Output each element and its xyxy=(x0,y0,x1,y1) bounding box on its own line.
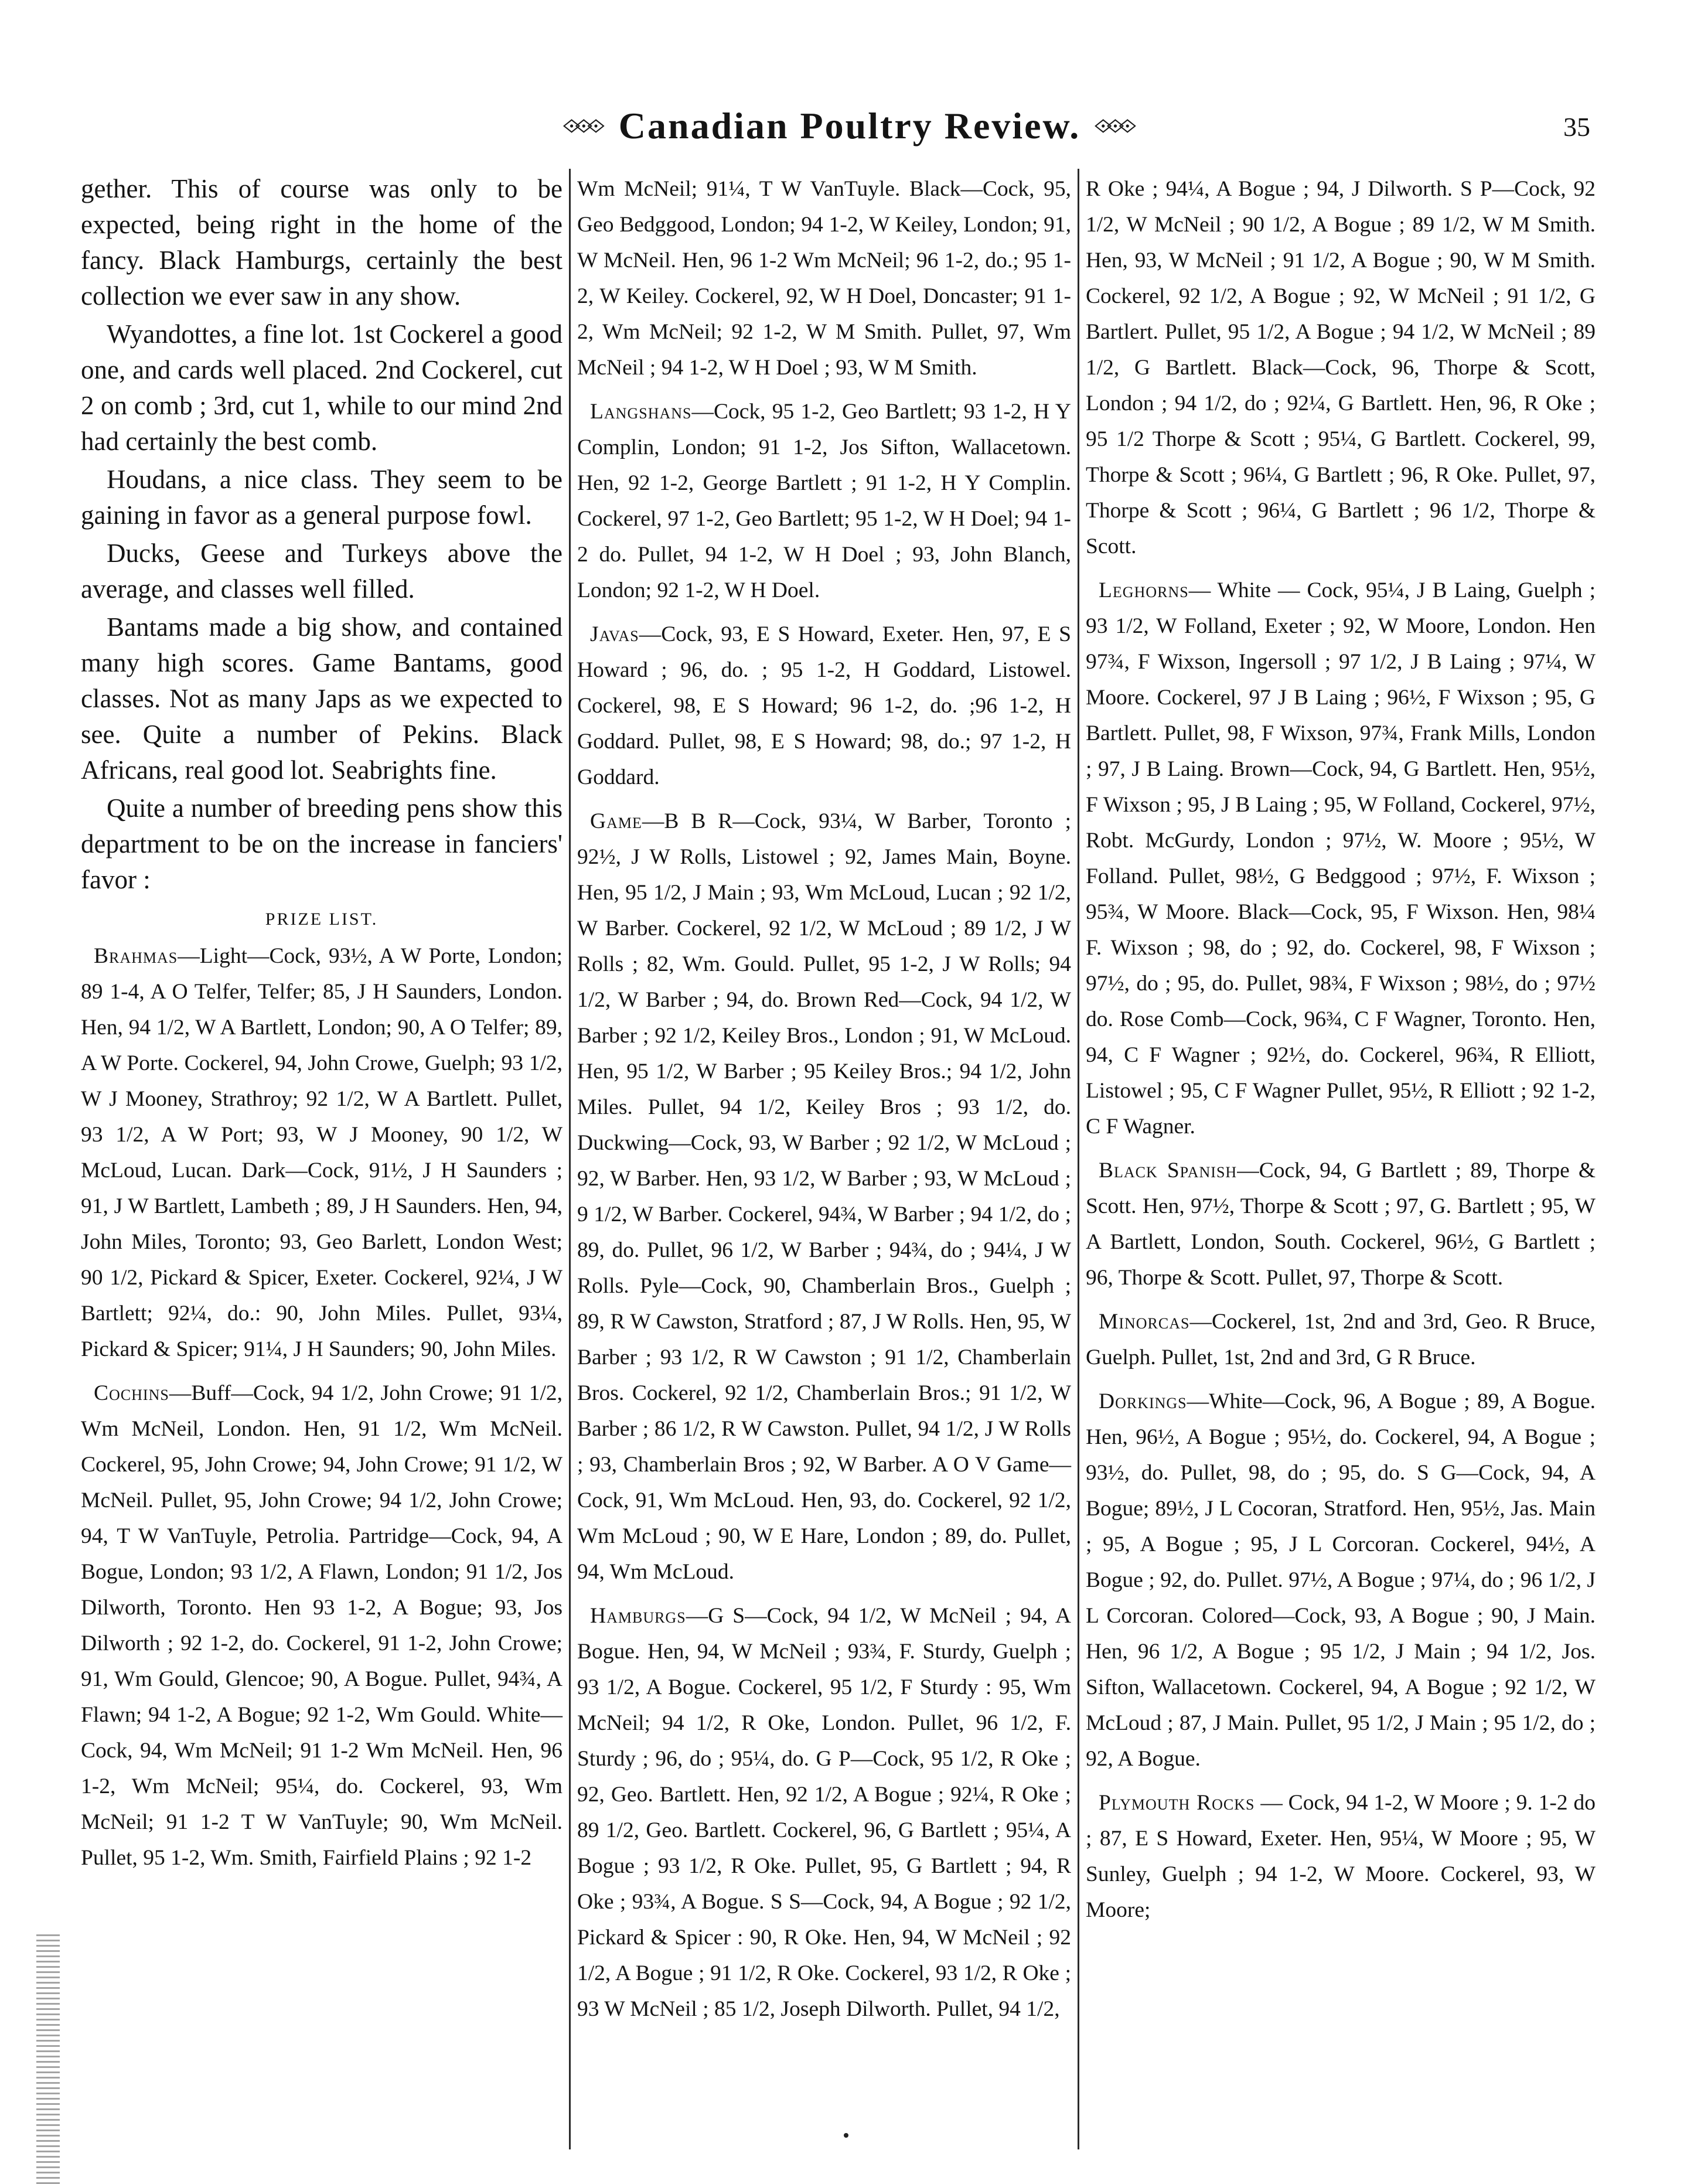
left-ornament-icon xyxy=(563,108,608,144)
ink-dot xyxy=(844,2133,848,2138)
breed-name: Black Spanish xyxy=(1099,1159,1238,1183)
prize-entry-plymouth-rocks xyxy=(1086,1785,1596,1928)
paragraph: Wyandottes, a fine lot. 1st Cockerel a good one, and cards well placed. 2nd Cockerel, cut 2 on comb ; 3rd, cut 1, while to our mind 2nd had certainly the best comb. xyxy=(81,319,563,456)
masthead xyxy=(563,97,1137,155)
page-number: 35 xyxy=(1563,112,1590,142)
breed-name: Hamburgs xyxy=(590,1604,686,1628)
page-edge-scan-artifact xyxy=(36,1934,60,2184)
prize-entry-brahmas xyxy=(81,938,563,1367)
magazine-title: Canadian Poultry Review. xyxy=(618,105,1081,146)
paragraph: Quite a number of breeding pens show this department to be on the increase in fanciers' favor : xyxy=(81,793,563,894)
column-2 xyxy=(577,171,1071,2035)
prize-list-heading: PRIZE LIST. xyxy=(265,909,379,929)
entry-text: —Cock, 93, E S Howard, Exeter. Hen, 97, E S Howard ; 96, do. ; 95 1-2, H Goddard, Listowel. Cockerel, 98, E S Howard; 96 1-2, do. ;96 1-2, H Goddard. Pullet, 98, E S Howard; 98, do.; 97 1-2, H Goddard. xyxy=(577,622,1071,789)
prize-entry-game xyxy=(577,803,1071,1590)
prize-entry-hamburgs-cont xyxy=(1086,171,1596,564)
paragraph: Houdans, a nice class. They seem to be gaining in favor as a general purpose fowl. xyxy=(81,465,563,530)
column-3 xyxy=(1086,171,1596,1936)
entry-text: —B B R—Cock, 93¼, W Barber, Toronto ; 92½, J W Rolls, Listowel ; 92, James Main, Boyne. Hen, 95 1/2, J Main ; 93, Wm McLoud, Lucan ; 92 1/2, W Barber. Cockerel, 92 1/2, W McLoud ; 89 1/2, J W Rolls ; 82, Wm. Gould. Pullet, 95 1-2, J W Rolls; 94 1/2, W Barber ; 94, do. Brown Red—Cock, 94 1/2, W Barber ; 92 1/2, Keiley Bros., London ; 91, W McLoud. Hen, 95 1/2, W Barber ; 95 Keiley Bros.; 94 1/2, John Miles. Pullet, 94 1/2, Keiley Bros ; 93 1/2, do. Duckwing—Cock, 93, W Barber ; 92 1/2, W McLoud ; 92, W Barber. Hen, 93 1/2, W Barber ; 93, W McLoud ; 9 1/2, W Barber. Cockerel, 94¾, W Barber ; 94 1/2, do ; 89, do. Pullet, 96 1/2, W Barber ; 94¾, do ; 94¼, J W Rolls. Pyle—Cock, 90, Chamberlain Bros., Guelph ; 89, R W Cawston, Stratford ; 87, J W Rolls. Hen, 95, W Barber ; 93 1/2, R W Cawston ; 91 1/2, Chamberlain Bros. Cockerel, 92 1/2, Chamberlain Bros.; 91 1/2, W Barber ; 86 1/2, R W Cawston. Pullet, 94 1/2, J W Rolls ; 93, Chamberlain Bros ; 92, W Barber. A O V Game—Cock, 91, Wm McLoud. Hen, 93, do. Cockerel, 92 1/2, Wm McLoud ; 90, W E Hare, London ; 89, do. Pullet, 94, Wm McLoud. xyxy=(577,809,1071,1584)
entry-text: R Oke ; 94¼, A Bogue ; 94, J Dilworth. S P—Cock, 92 1/2, W McNeil ; 90 1/2, A Bogue ; 89 1/2, W M Smith. Hen, 93, W McNeil ; 91 1/2, A Bogue ; 90, W M Smith. Cockerel, 92 1/2, A Bogue ; 92, W McNeil ; 91 1/2, G Bartlert. Pullet, 95 1/2, A Bogue ; 94 1/2, W McNeil ; 89 1/2, G Bartlett. Black—Cock, 96, Thorpe & Scott, London ; 94 1/2, do ; 92¼, G Bartlett. Hen, 96, R Oke ; 95 1/2 Thorpe & Scott ; 95¼, G Bartlett. Cockerel, 99, Thorpe & Scott ; 96¼, G Bartlett ; 96, R Oke. Pullet, 97, Thorpe & Scott ; 96¼, G Bartlett ; 96 1/2, Thorpe & Scott. xyxy=(1086,177,1596,558)
breed-name: Brahmas xyxy=(94,944,178,968)
entry-text: —Light—Cock, 93½, A W Porte, London; 89 1-4, A O Telfer, Telfer; 85, J H Saunders, London. Hen, 94 1/2, W A Bartlett, London; 90, A O Telfer; 89, A W Porte. Cockerel, 94, John Crowe, Guelph; 93 1/2, W J Mooney, Strathroy; 92 1/2, W A Bartlett. Pullet, 93 1/2, A W Port; 93, W J Mooney, 90 1/2, W McLoud, Lucan. Dark—Cock, 91½, J H Saunders ; 91, J W Bartlett, Lambeth ; 89, J H Saunders. Hen, 94, John Miles, Toronto; 93, Geo Barlett, London West; 90 1/2, Pickard & Spicer, Exeter. Cockerel, 92¼, J W Bartlett; 92¼, do.: 90, John Miles. Pullet, 93¼, Pickard & Spicer; 91¼, J H Saunders; 90, John Miles. xyxy=(81,944,563,1361)
prize-entry-minorcas xyxy=(1086,1304,1596,1375)
breed-name: Leghorns xyxy=(1099,578,1189,602)
entry-text: —G S—Cock, 94 1/2, W McNeil ; 94, A Bogue. Hen, 94, W McNeil ; 93¾, F. Sturdy, Guelph ; 93 1/2, A Bogue. Cockerel, 95 1/2, F Sturdy : 95, Wm McNeil; 94 1/2, R Oke, London. Pullet, 96 1/2, F. Sturdy ; 96, do ; 95¼, do. G P—Cock, 95 1/2, R Oke ; 92, Geo. Bartlett. Hen, 92 1/2, A Bogue ; 92¼, R Oke ; 89 1/2, Geo. Bartlett. Cockerel, 96, G Bartlett ; 95¼, A Bogue ; 93 1/2, R Oke. Pullet, 95, G Bartlett ; 94, R Oke ; 93¾, A Bogue. S S—Cock, 94, A Bogue ; 92 1/2, Pickard & Spicer : 90, R Oke. Hen, 94, W McNeil ; 92 1/2, A Bogue ; 91 1/2, R Oke. Cockerel, 93 1/2, R Oke ; 93 W McNeil ; 85 1/2, Joseph Dilworth. Pullet, 94 1/2, xyxy=(577,1604,1071,2021)
entry-text: —Cock, 95 1-2, Geo Bartlett; 93 1-2, H Y Complin, London; 91 1-2, Jos Sifton, Wallacetown. Hen, 92 1-2, George Bartlett ; 91 1-2, H Y Complin. Cockerel, 97 1-2, Geo Bartlett; 95 1-2, W H Doel; 94 1-2 do. Pullet, 94 1-2, W H Doel ; 93, John Blanch, London; 92 1-2, W H Doel. xyxy=(577,400,1071,602)
breed-name: Game xyxy=(590,809,642,833)
entry-text: — Cock, 94 1-2, W Moore ; 9. 1-2 do ; 87, E S Howard, Exeter. Hen, 95¼, W Moore ; 95, W Sunley, Guelph ; 94 1-2, W Moore. Cockerel, 93, W Moore; xyxy=(1086,1791,1596,1922)
breed-name: Minorcas xyxy=(1099,1310,1190,1334)
prize-entry-leghorns xyxy=(1086,573,1596,1144)
prize-entry-dorkings xyxy=(1086,1384,1596,1777)
paragraph: Bantams made a big show, and contained many high scores. Game Bantams, good classes. Not as many Japs as we expected to see. Quite a number of Pekins. Black Africans, real good lot. Seabrights fine. xyxy=(81,612,563,785)
breed-name: Cochins xyxy=(94,1381,169,1405)
prize-entry-javas xyxy=(577,616,1071,795)
column-rule xyxy=(569,169,571,2149)
entry-text: —Cock, 94, G Bartlett ; 89, Thorpe & Scott. Hen, 97½, Thorpe & Scott ; 97, G. Bartlett ; 95, W A Bartlett, London, South. Cockerel, 96½, G Bartlett ; 96, Thorpe & Scott. Pullet, 97, Thorpe & Scott. xyxy=(1086,1159,1596,1290)
breed-name: Dorkings xyxy=(1099,1389,1187,1413)
breed-name: Langshans xyxy=(590,400,692,424)
paragraph: Ducks, Geese and Turkeys above the average, and classes well filled. xyxy=(81,539,563,604)
prize-entry-hamburgs xyxy=(577,1598,1071,2027)
right-ornament-icon xyxy=(1091,108,1137,144)
breed-name: Plymouth Rocks xyxy=(1099,1791,1255,1815)
prize-entry-black-spanish xyxy=(1086,1153,1596,1296)
column-1 xyxy=(81,171,563,1884)
entry-text: — White — Cock, 95¼, J B Laing, Guelph ; 93 1/2, W Folland, Exeter ; 92, W Moore, London. Hen 97¾, F Wixson, Ingersoll ; 97 1/2, J B Laing ; 97¼, W Moore. Cockerel, 97 J B Laing ; 96½, F Wixson ; 95, G Bartlett. Pullet, 98, F Wixson, 97¾, Frank Mills, London ; 97, J B Laing. Brown—Cock, 94, G Bartlett. Hen, 95½, F Wixson ; 95, J B Laing ; 95, W Folland, Cockerel, 97½, Robt. McGurdy, London ; 97½, W. Moore ; 95½, W Folland. Pullet, 98½, G Bedggood ; 97½, F. Wixson ; 95¾, W Moore. Black—Cock, 95, F Wixson. Hen, 98¼ F. Wixson ; 98, do ; 92, do. Cockerel, 98, F Wixson ; 97½, do ; 95, do. Pullet, 98¾, F Wixson ; 98½, do ; 97½ do. Rose Comb—Cock, 96¾, C F Wagner, Toronto. Hen, 94, C F Wagner ; 92½, do. Cockerel, 96¾, R Elliott, Listowel ; 95, C F Wagner Pullet, 95½, R Elliott ; 92 1-2, C F Wagner. xyxy=(1086,578,1596,1139)
entry-text: Wm McNeil; 91¼, T W VanTuyle. Black—Cock, 95, Geo Bedggood, London; 94 1-2, W Keiley, London; 91, W McNeil. Hen, 96 1-2 Wm McNeil; 96 1-2, do.; 95 1-2, W Keiley. Cockerel, 92, W H Doel, Doncaster; 91 1-2, Wm McNeil; 92 1-2, W M Smith. Pullet, 97, Wm McNeil ; 94 1-2, W H Doel ; 93, W M Smith. xyxy=(577,177,1071,380)
prize-entry-langshans xyxy=(577,394,1071,608)
entry-text: —Cockerel, 1st, 2nd and 3rd, Geo. R Bruce, Guelph. Pullet, 1st, 2nd and 3rd, G R Bruce. xyxy=(1086,1310,1596,1369)
paragraph: gether. This of course was only to be expected, being right in the home of the fancy. Black Hamburgs, certainly the best collection we ever saw in any show. xyxy=(81,174,563,311)
column-rule xyxy=(1078,169,1079,2149)
prize-entry-cochins-cont xyxy=(577,171,1071,386)
breed-name: Javas xyxy=(590,622,639,646)
prize-entry-cochins xyxy=(81,1375,563,1876)
entry-text: —White—Cock, 96, A Bogue ; 89, A Bogue. Hen, 96½, A Bogue ; 95½, do. Cockerel, 94, A Bogue ; 93½, do. Pullet, 98, do ; 95, do. S G—Cock, 94, A Bogue; 89½, J L Cocoran, Stratford. Hen, 95½, Jas. Main ; 95, A Bogue ; 95, J L Corcoran. Cockerel, 94½, A Bogue ; 92, do. Pullet. 97½, A Bogue ; 97¼, do ; 96 1/2, J L Corcoran. Colored—Cock, 93, A Bogue ; 90, J Main. Hen, 96 1/2, A Bogue ; 95 1/2, J Main ; 94 1/2, Jos. Sifton, Wallacetown. Cockerel, 94, A Bogue ; 92 1/2, W McLoud ; 87, J Main. Pullet, 95 1/2, J Main ; 95 1/2, do ; 92, A Bogue. xyxy=(1086,1389,1596,1771)
entry-text: —Buff—Cock, 94 1/2, John Crowe; 91 1/2, Wm McNeil, London. Hen, 91 1/2, Wm McNeil. Cockerel, 95, John Crowe; 94, John Crowe; 91 1/2, W McNeil. Pullet, 95, John Crowe; 94 1/2, John Crowe; 94, T W VanTuyle, Petrolia. Partridge—Cock, 94, A Bogue, London; 93 1/2, A Flawn, London; 91 1/2, Jos Dilworth, Toronto. Hen 93 1-2, A Bogue; 93, Jos Dilworth ; 92 1-2, do. Cockerel, 91 1-2, John Crowe; 91, Wm Gould, Glencoe; 90, A Bogue. Pullet, 94¾, A Flawn; 94 1-2, A Bogue; 92 1-2, Wm Gould. White—Cock, 94, Wm McNeil; 91 1-2 Wm McNeil. Hen, 96 1-2, Wm McNeil; 95¼, do. Cockerel, 93, Wm McNeil; 91 1-2 T W VanTuyle; 90, Wm McNeil. Pullet, 95 1-2, Wm. Smith, Fairfield Plains ; 92 1-2 xyxy=(81,1381,563,1870)
